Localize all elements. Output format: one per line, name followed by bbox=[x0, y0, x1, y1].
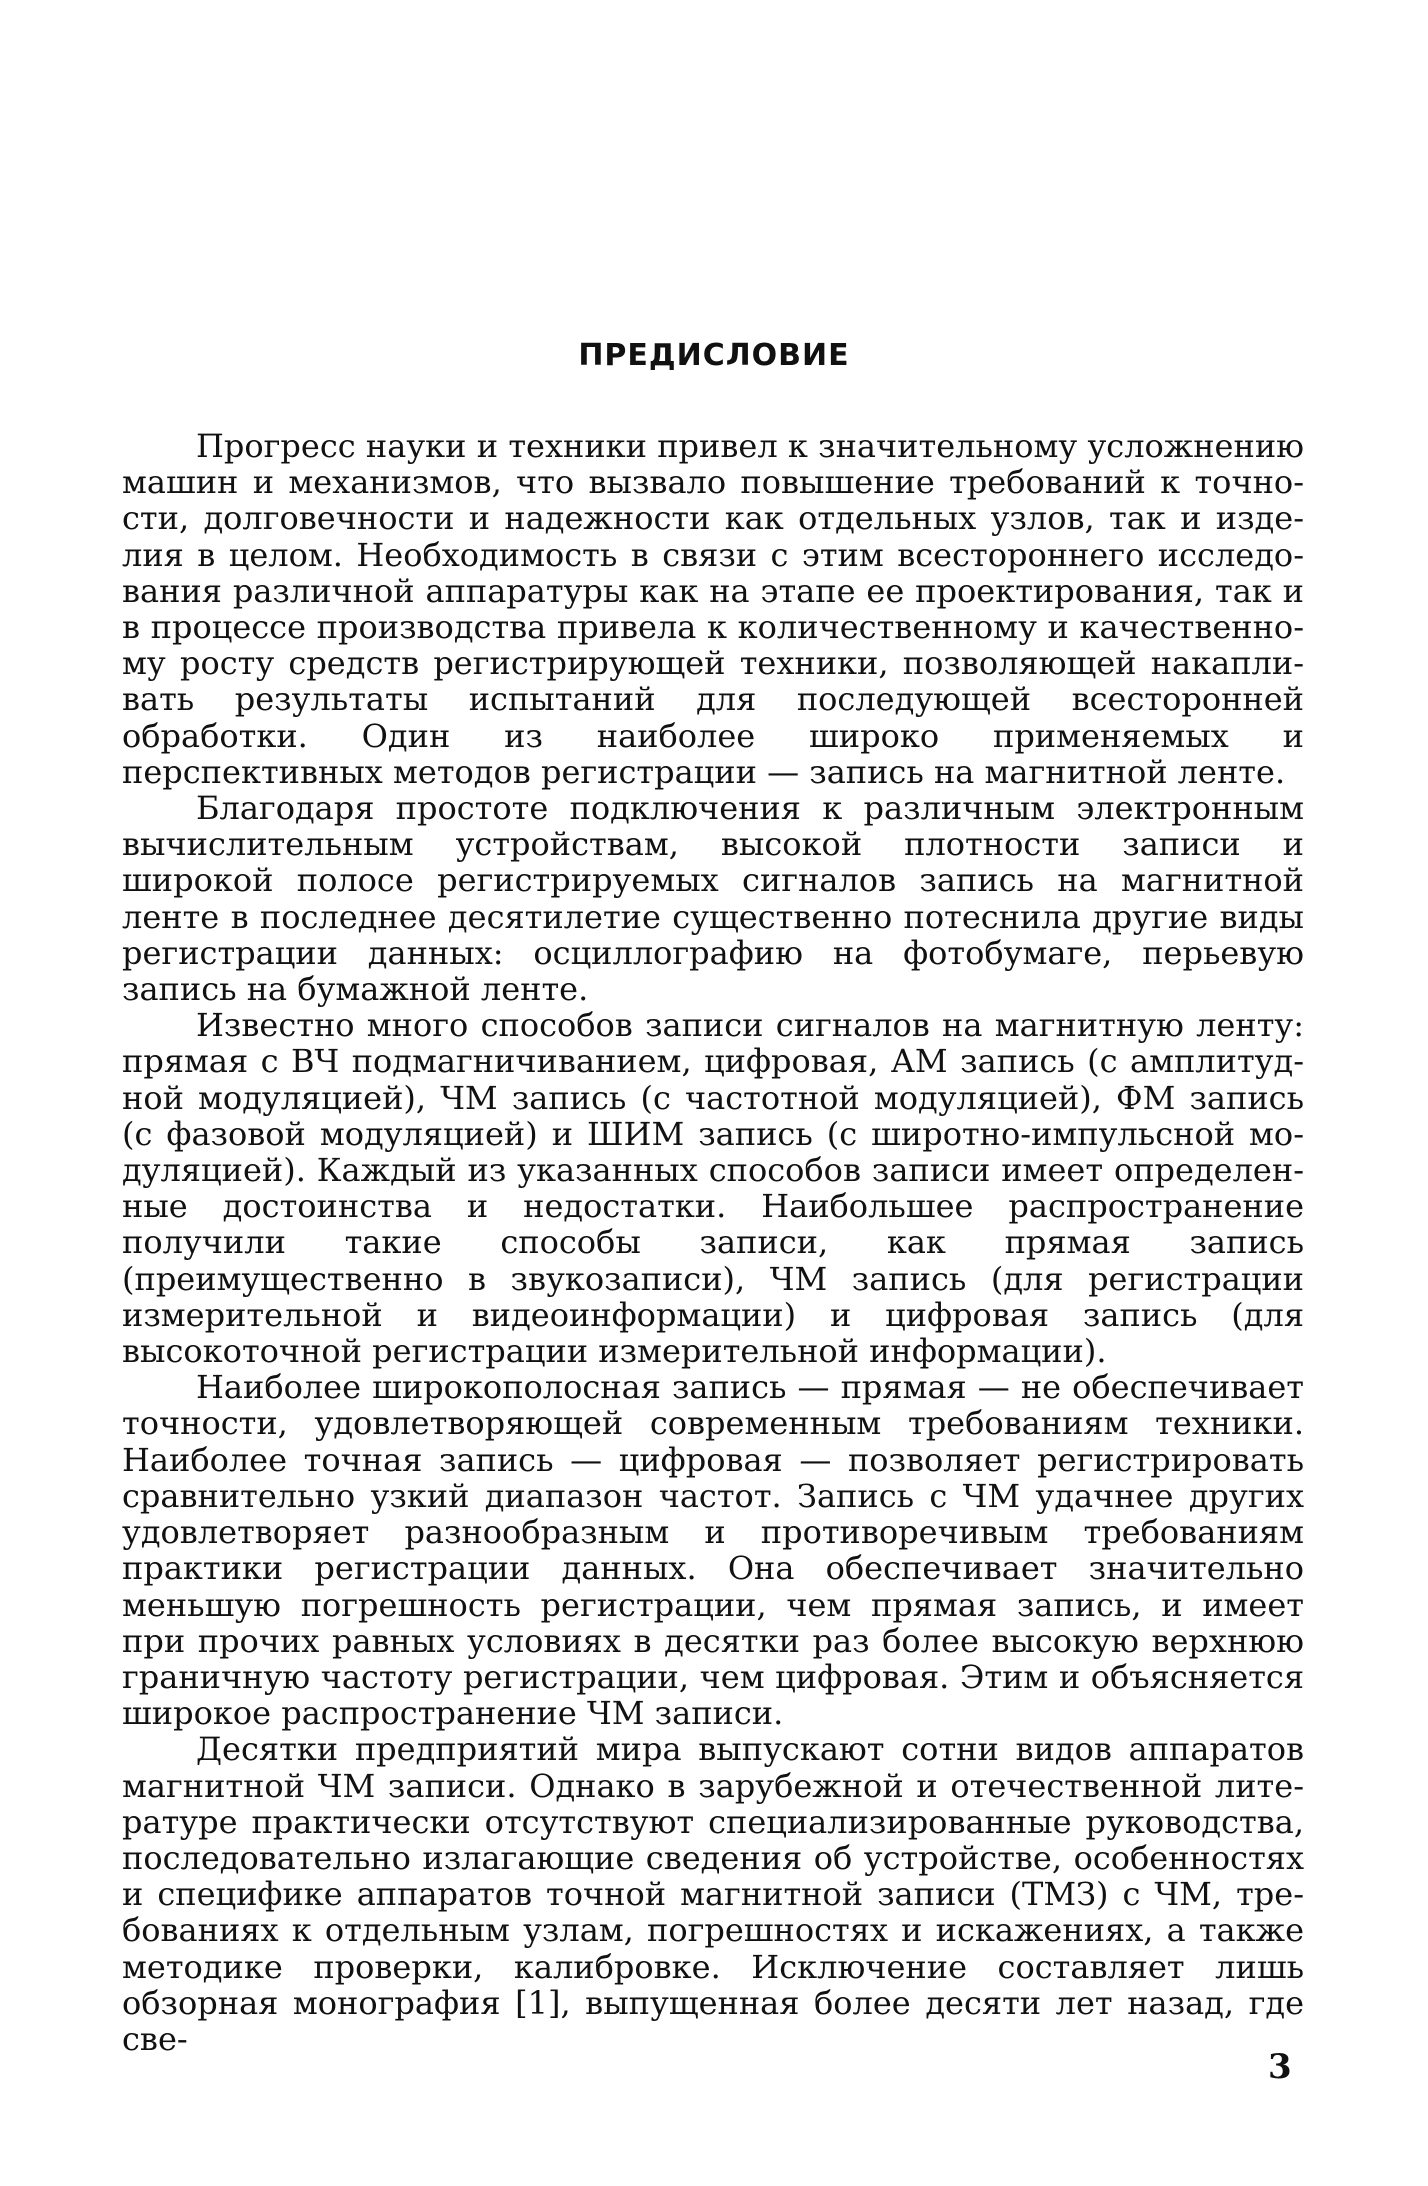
page-number: 3 bbox=[1268, 2047, 1292, 2087]
page-title: ПРЕДИСЛОВИЕ bbox=[578, 338, 850, 373]
paragraph-5: Десятки предприятий мира выпускают сотни видов аппаратов магнитной ЧМ записи. Однако в зарубежной и отечественной литературе практически отсутствуют специализированные руководства, последовательно излагающие сведения об устройстве, особенностях и специфике аппаратов точной магнитной записи (ТМЗ) с ЧМ, требованиях к отдельным узлам, погрешностях и искажениях, а также методике проверки, калибровке. Исключение составляет лишь обзорная монография [1], выпущенная более десяти лет назад, где све- bbox=[122, 1730, 1304, 2058]
paragraph-4: Наиболее широкополосная запись — прямая — не обеспечивает точности, удовлетворяющей современным требованиям техники. Наиболее точная запись — цифровая — позволяет регистрировать сравнительно узкий диапазон частот. Запись с ЧМ удачнее других удовлетворяет разнообразным и противоречивым требованиям практики регистрации данных. Она обеспечивает значительно меньшую погрешность регистрации, чем прямая запись, и имеет при прочих равных условиях в десятки раз более высокую верхнюю граничную частоту регистрации, чем цифровая. Этим и объясняется широкое распространение ЧМ записи. bbox=[122, 1368, 1304, 1733]
paragraph-1: Прогресс науки и техники привел к значительному усложнению машин и механизмов, что вызвало повышение требований к точности, долговечности и надежности как отдельных узлов, так и изделия в целом. Необходимость в связи с этим всестороннего исследования различной аппаратуры как на этапе ее проектирования, так и в процессе производства привела к количественному и качественному росту средств регистрирующей техники, позволяющей накапливать результаты испытаний для последующей всесторонней обработки. Один из наиболее широко применяемых и перспективных методов регистрации — запись на магнитной ленте. bbox=[122, 427, 1304, 791]
body-text bbox=[122, 428, 1304, 2057]
paragraph-2: Благодаря простоте подключения к различным электронным вычислительным устройствам, высокой плотности записи и широкой полосе регистрируемых сигналов запись на магнитной ленте в последнее десятилетие существенно потеснила другие виды регистрации данных: осциллографию на фотобумаге, перьевую запись на бумажной ленте. bbox=[122, 789, 1304, 1009]
paragraph-3: Известно много способов записи сигналов на магнитную ленту: прямая с ВЧ подмагничиванием, цифровая, АМ запись (с амплитудной модуляцией), ЧМ запись (с частотной модуляцией), ФМ запись (с фазовой модуляцией) и ШИМ запись (с широтно-импульсной модуляцией). Каждый из указанных способов записи имеет определенные достоинства и недостатки. Наибольшее распространение получили такие способы записи, как прямая запись (преимущественно в звукозаписи), ЧМ запись (для регистрации измерительной и видеоинформации) и цифровая запись (для высокоточной регистрации измерительной информации). bbox=[122, 1006, 1304, 1371]
